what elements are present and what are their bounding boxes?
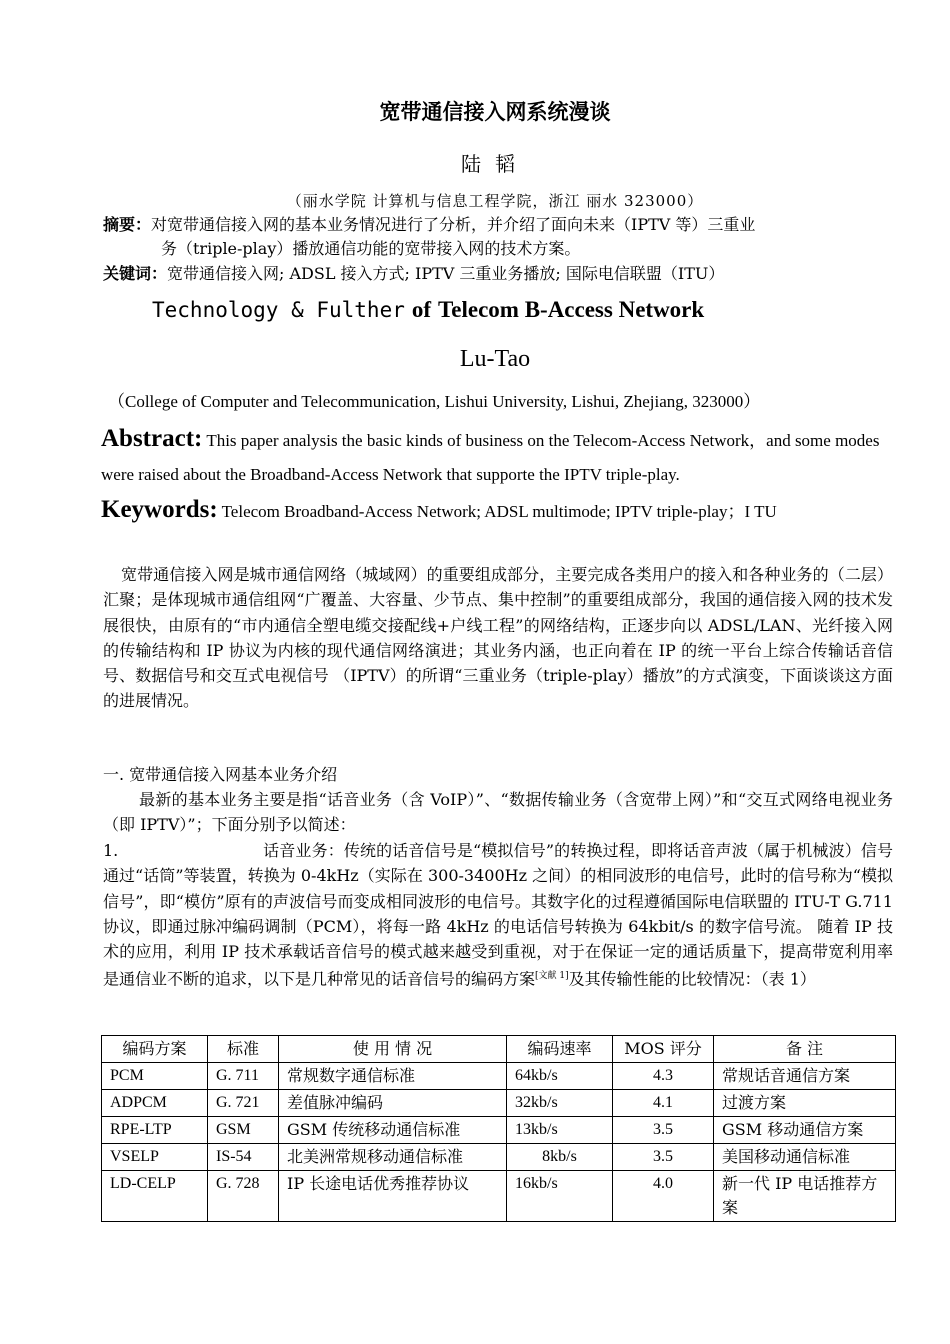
table-cell: 4.1 xyxy=(613,1090,714,1117)
voice-service-text: 话音业务：传统的话音信号是“模拟信号”的转换过程，即将话音声波（属于机械波）信号通过“话筒”等装置，转换为 0-4kHz（实际在 300-3400Hz 之间）的相同波形的电信号，此时的信号称为“模拟信号”，即“模仿”原有的声波信号而变成相同波形的电信号。其数字化的过程遵循国际电信联盟的 ITU-T G.711 协议，即通过脉冲编码调制（PCM），将每一路 4kHz 的电话信号转换为 64kbit/s 的数字信号流。 随着 IP 技术的应用，利用 IP 技术承载话音信号的模式越来越受到重视，对于在保证一定的通话质量下，提高带宽利用率是通信业不断的追求，以下是几种常见的话音信号的编码方案 xyxy=(103,841,893,989)
english-title-part2: of xyxy=(411,297,432,322)
affiliation: （丽水学院 计算机与信息工程学院，浙江 丽水 323000） xyxy=(286,192,704,210)
table-header-cell: 标准 xyxy=(208,1036,279,1063)
table-header-row xyxy=(102,1036,896,1063)
table-row xyxy=(102,1063,896,1090)
table-cell: ADPCM xyxy=(102,1090,208,1117)
table-cell: 常规话音通信方案 xyxy=(714,1063,896,1090)
table-header-cell: 使 用 情 况 xyxy=(279,1036,507,1063)
abstract-cn-line2: 务（triple-play）播放通信功能的宽带接入网的技术方案。 xyxy=(161,239,581,258)
table-cell: 过渡方案 xyxy=(714,1090,896,1117)
table-cell: GSM 传统移动通信标准 xyxy=(279,1117,507,1144)
keywords-en-label: Keywords: xyxy=(101,496,218,523)
english-title-part3: Telecom B-Access Network xyxy=(438,297,705,322)
english-author: Lu-Tao xyxy=(459,346,531,372)
table-row xyxy=(102,1144,896,1171)
table-cell: IP 长途电话优秀推荐协议 xyxy=(279,1171,507,1222)
table-cell: IS-54 xyxy=(208,1144,279,1171)
list-number: 1. xyxy=(103,841,119,860)
table-header-cell: MOS 评分 xyxy=(613,1036,714,1063)
english-title-part1: Technology & Fulther xyxy=(152,298,405,322)
table-cell: G. 711 xyxy=(208,1063,279,1090)
table-row xyxy=(102,1171,896,1222)
keywords-cn-label: 关键词： xyxy=(103,264,168,283)
services-paragraph: 最新的基本业务主要是指“话音业务（含 VoIP）”、“数据传输业务（含宽带上网）”和“交互式网络电视业务（即 IPTV）”；下面分别予以简述： xyxy=(103,790,893,835)
voice-service-tail: 及其传输性能的比较情况：（表 1） xyxy=(568,969,816,989)
abstract-cn xyxy=(103,213,893,261)
voice-service-paragraph xyxy=(103,838,893,992)
table-header-cell: 编码方案 xyxy=(102,1036,208,1063)
table-cell: GSM xyxy=(208,1117,279,1144)
table-cell: GSM 移动通信方案 xyxy=(714,1117,896,1144)
table-row xyxy=(102,1090,896,1117)
keywords-en-text: Telecom Broadband-Access Network; ADSL multimode; IPTV triple-play；I TU xyxy=(221,502,777,521)
table-row xyxy=(102,1117,896,1144)
table-cell: VSELP xyxy=(102,1144,208,1171)
abstract-cn-label: 摘要： xyxy=(103,215,152,234)
author-name: 陆韬 xyxy=(461,152,529,176)
abstract-en xyxy=(101,422,891,492)
table-cell: 32kb/s xyxy=(507,1090,613,1117)
english-title xyxy=(152,297,704,323)
table-cell: 4.0 xyxy=(613,1171,714,1222)
keywords-cn-text: 宽带通信接入网; ADSL 接入方式; IPTV 三重业务播放; 国际电信联盟（ITU） xyxy=(167,264,725,283)
reference-marker: [文献 1] xyxy=(535,971,569,982)
table-cell: LD-CELP xyxy=(102,1171,208,1222)
table-cell: 北美洲常规移动通信标准 xyxy=(279,1144,507,1171)
intro-paragraph: 宽带通信接入网是城市通信网络（城域网）的重要组成部分，主要完成各类用户的接入和各种业务的（二层）汇聚；是体现城市通信组网“广覆盖、大容量、少节点、集中控制”的重要组成部分，我国的通信接入网的技术发展很快，由原有的“市内通信全塑电缆交接配线+户线工程”的网络结构，正逐步向以 ADSL/LAN、光纤接入网的传输结构和 IP 协议为内核的现代通信网络演进；其业务内涵，也正向着在 IP 的统一平台上综合传输话音信号、数据信号和交互式电视信号 （IPTV）的所谓“三重业务（triple-play）播放”的方式演变，下面谈谈这方面的进展情况。 xyxy=(103,565,893,711)
table-cell: 13kb/s xyxy=(507,1117,613,1144)
table-cell: G. 721 xyxy=(208,1090,279,1117)
table-header-cell: 备 注 xyxy=(714,1036,896,1063)
table-cell: 常规数字通信标准 xyxy=(279,1063,507,1090)
abstract-en-label: Abstract: xyxy=(101,425,203,452)
codec-comparison-table xyxy=(101,1035,896,1222)
english-affiliation: （College of Computer and Telecommunication, Lishui University, Lishui, Zhejiang, 323000） xyxy=(108,392,761,411)
table-cell: 美国移动通信标准 xyxy=(714,1144,896,1171)
paper-title: 宽带通信接入网系统漫谈 xyxy=(379,100,611,124)
table-cell: RPE-LTP xyxy=(102,1117,208,1144)
section-heading-1: 一. 宽带通信接入网基本业务介绍 xyxy=(103,765,338,784)
abstract-cn-line1: 对宽带通信接入网的基本业务情况进行了分析，并介绍了面向未来（IPTV 等）三重业 xyxy=(151,215,756,234)
table-cell: 3.5 xyxy=(613,1144,714,1171)
table-cell: 16kb/s xyxy=(507,1171,613,1222)
table-cell: G. 728 xyxy=(208,1171,279,1222)
table-cell: 8kb/s xyxy=(507,1144,613,1171)
table-header-cell: 编码速率 xyxy=(507,1036,613,1063)
table-cell: PCM xyxy=(102,1063,208,1090)
table-cell: 差值脉冲编码 xyxy=(279,1090,507,1117)
table-cell: 3.5 xyxy=(613,1117,714,1144)
table-cell: 新一代 IP 电话推荐方案 xyxy=(714,1171,896,1222)
keywords-cn xyxy=(103,262,893,286)
table-cell: 4.3 xyxy=(613,1063,714,1090)
abstract-en-text: This paper analysis the basic kinds of business on the Telecom-Access Network，and some modes were raised about the Broadband-Access Network that supporte the IPTV triple-play. xyxy=(101,431,880,484)
table-cell: 64kb/s xyxy=(507,1063,613,1090)
keywords-en xyxy=(101,496,777,524)
